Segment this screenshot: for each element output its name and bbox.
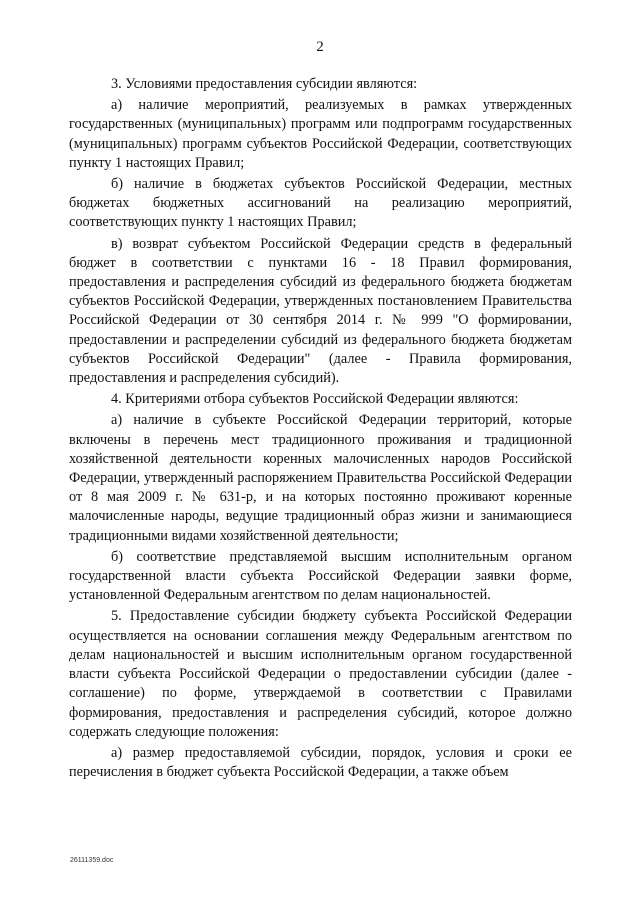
paragraph-3a: а) наличие мероприятий, реализуемых в рамках утвержденных государственных (муниципальных) программ или подпрограмм государственных (муниципальных) программ субъектов Российской Федерации, соответствующих пункту 1 настоящих Правил; xyxy=(69,97,572,171)
paragraph-4b: б) соответствие представляемой высшим исполнительным органом государственной власти субъекта Российской Федерации заявки форме, установленной Федеральным агентством по делам национальностей. xyxy=(69,548,572,604)
paragraph-3: 3. Условиями предоставления субсидии являются: xyxy=(111,76,418,92)
paragraph-4a: а) наличие в субъекте Российской Федерации территорий, которые включены в перечень мест традиционного проживания и традиционной хозяйственной деятельности коренных малочисленных народов Российской Федерации, утвержденный распоряжением Правительства Российской Федерации от 8 мая 2009 г. № 631-р, и на которых постоянно проживают коренные малочисленные народы, ведущие традиционный образ жизни и занимающиеся традиционными видами хозяйственной деятельности; xyxy=(69,412,572,544)
paragraph-5a: а) размер предоставляемой субсидии, порядок, условия и сроки ее перечисления в бюджет субъекта Российской Федерации, а также объем xyxy=(69,744,572,781)
paragraph-3b: б) наличие в бюджетах субъектов Российской Федерации, местных бюджетах бюджетных ассигнований на реализацию мероприятий, соответствующих пункту 1 настоящих Правил; xyxy=(69,176,572,231)
paragraph-3v: в) возврат субъектом Российской Федерации средств в федеральный бюджет в соответствии с пунктами 16 - 18 Правил формирования, предоставления и распределения субсидий из федерального бюджета бюджетам субъектов Российской Федерации, утвержденных постановлением Правительства Российской Федерации от 30 сентября 2014 г. № 999 "О формировании, предоставлении и распределении субсидий из федерального бюджета бюджетам субъектов Российской Федерации" (далее - Правила формирования, предоставления и распределения субсидий). xyxy=(69,235,572,387)
page-number: 2 xyxy=(316,39,324,55)
footer-filename: 26111359.doc xyxy=(70,857,114,864)
document-body xyxy=(69,75,572,782)
paragraph-5: 5. Предоставление субсидии бюджету субъекта Российской Федерации осуществляется на основании соглашения между Федеральным агентством по делам национальностей и высшим исполнительным органом государственной власти субъекта Российской Федерации о предоставлении субсидии (далее - соглашение) по форме, утверждаемой в соответствии с Правилами формирования, предоставления и распределения субсидий, которое должно содержать следующие положения: xyxy=(69,608,572,740)
paragraph-4: 4. Критериями отбора субъектов Российской Федерации являются: xyxy=(111,391,519,408)
